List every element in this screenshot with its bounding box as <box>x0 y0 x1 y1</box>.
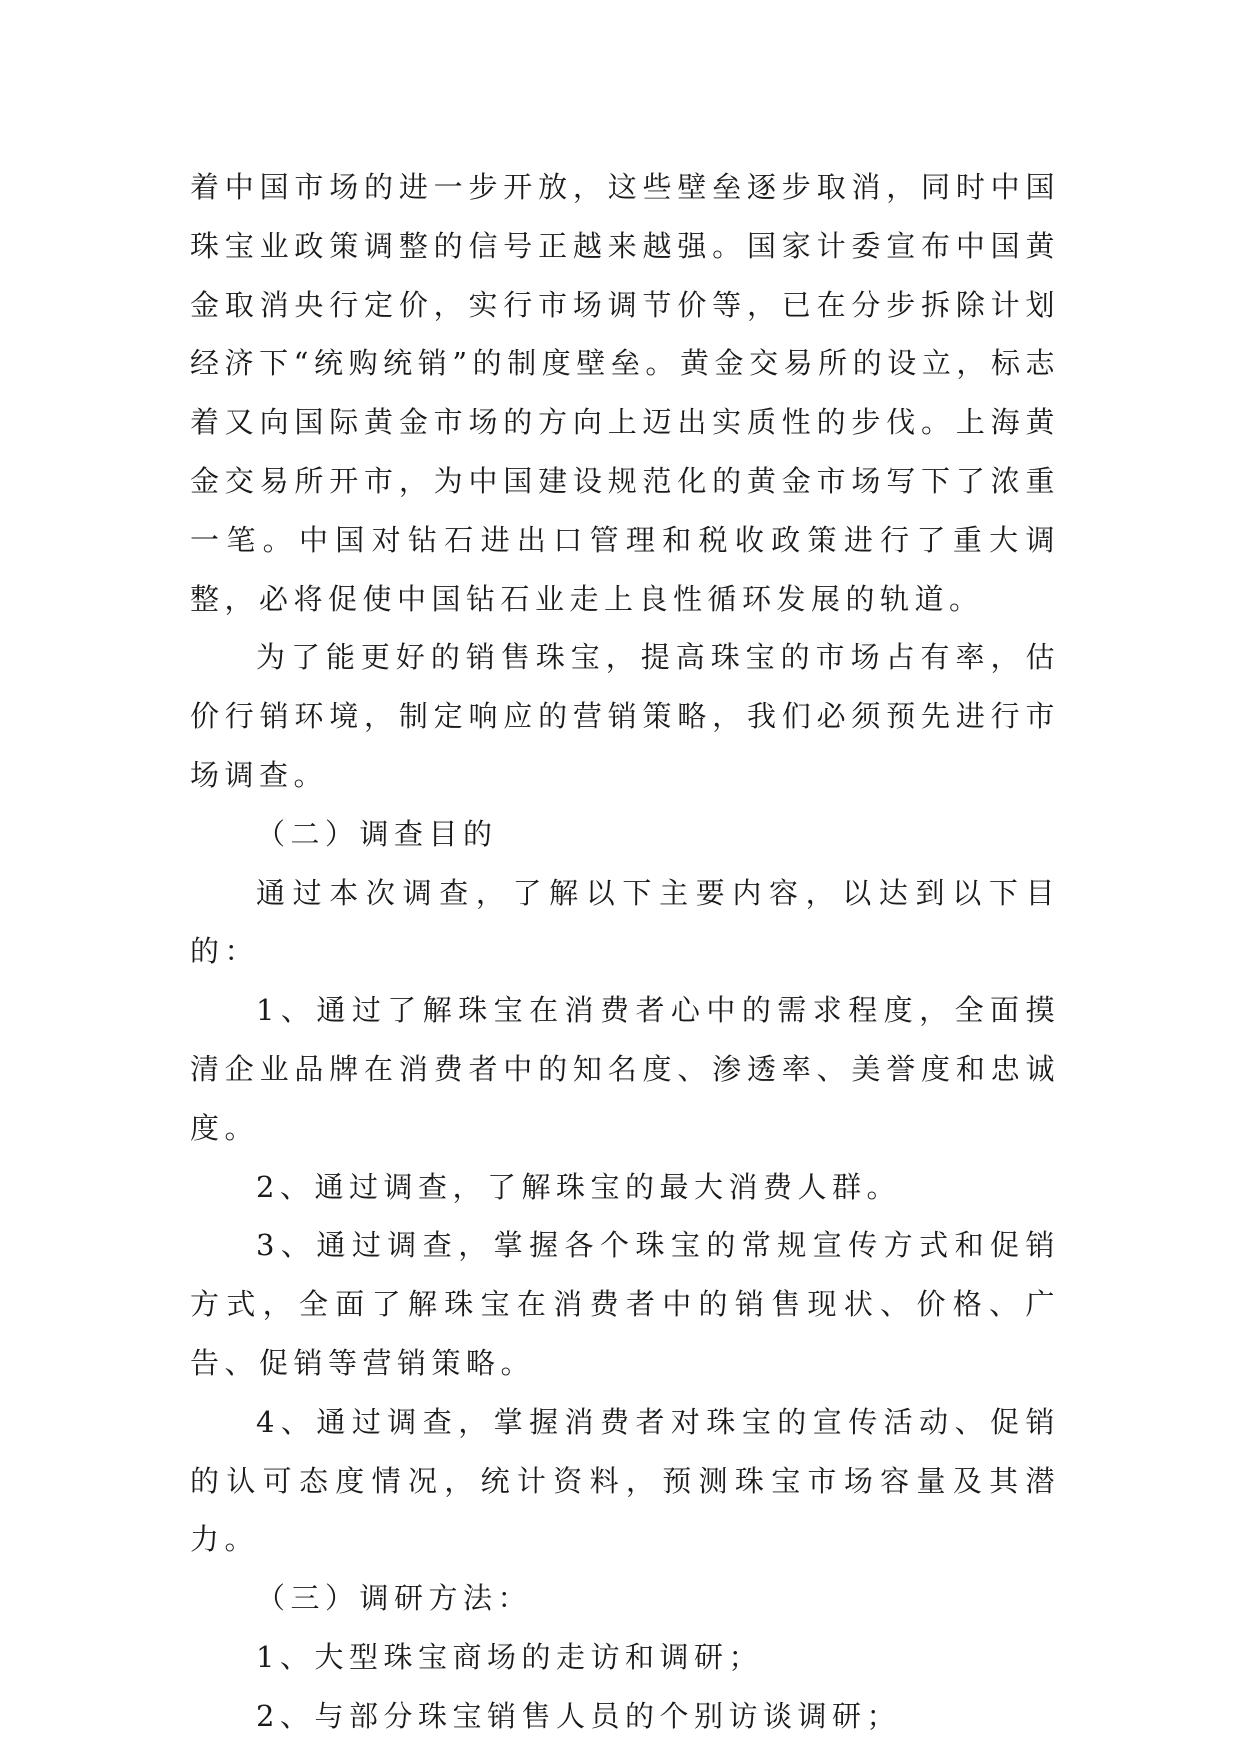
paragraph-continuation: 着中国市场的进一步开放，这些壁垒逐步取消，同时中国珠宝业政策调整的信号正越来越强。国家计委宣布中国黄金取消央行定价，实行市场调节价等，已在分步拆除计划经济下“统购统销”的制度壁垒。黄金交易所的设立，标志着又向国际黄金市场的方向上迈出实质性的步伐。上海黄金交易所开市，为中国建设规范化的黄金市场写下了浓重一笔。中国对钻石进出口管理和税收政策进行了重大调整，必将促使中国钻石业走上良性循环发展的轨道。 <box>190 170 1060 616</box>
document-body <box>190 158 1060 1746</box>
list-item-objective-1: 1、通过了解珠宝在消费者心中的需求程度，全面摸清企业品牌在消费者中的知名度、渗透率、美誉度和忠诚度。 <box>190 993 1060 1145</box>
paragraph-objectives-lead: 通过本次调查，了解以下主要内容，以达到以下目的： <box>190 875 1060 969</box>
list-item-objective-4: 4、通过调查，掌握消费者对珠宝的宣传活动、促销的认可态度情况，统计资料，预测珠宝市场容量及其潜力。 <box>190 1404 1060 1557</box>
list-item-objective-3: 3、通过调查，掌握各个珠宝的常规宣传方式和促销方式，全面了解珠宝在消费者中的销售现状、价格、广告、促销等营销策略。 <box>190 1228 1060 1380</box>
list-item-objective-2: 2、通过调查，了解珠宝的最大消费人群。 <box>256 1169 901 1204</box>
paragraph-survey-purpose-intro: 为了能更好的销售珠宝，提高珠宝的市场占有率，估价行销环境，制定响应的营销策略，我们必须预先进行市场调查。 <box>190 640 1060 792</box>
list-item-method-2: 2、与部分珠宝销售人员的个别访谈调研； <box>256 1698 901 1733</box>
section-heading-research-methods: （三）调研方法： <box>256 1581 533 1616</box>
list-item-method-1: 1、大型珠宝商场的走访和调研； <box>256 1639 763 1674</box>
section-heading-survey-objectives: （二）调查目的 <box>256 816 498 851</box>
